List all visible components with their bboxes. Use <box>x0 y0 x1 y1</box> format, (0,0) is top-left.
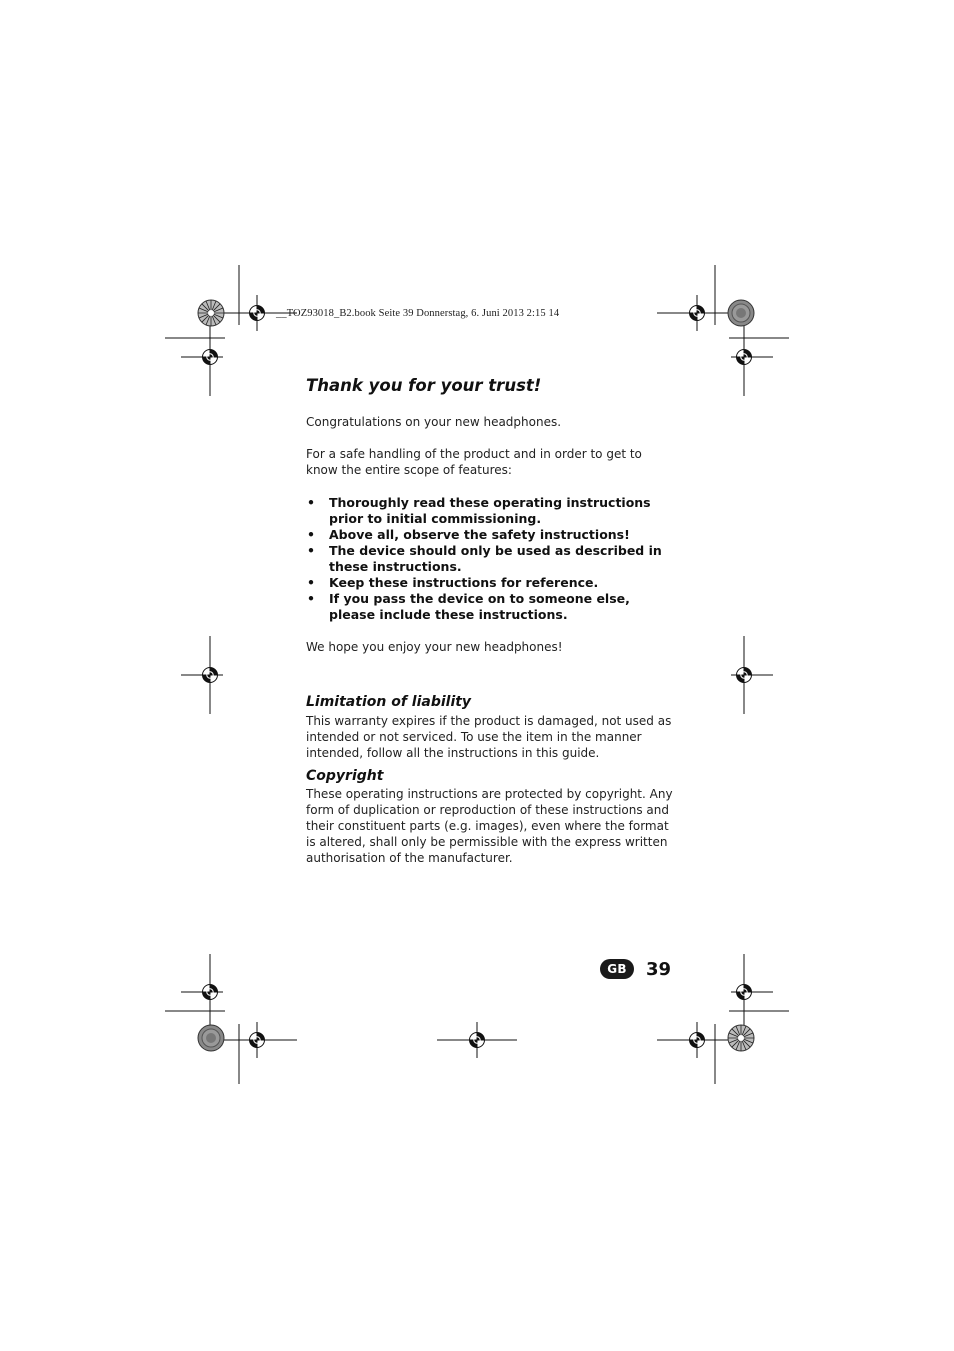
list-item: • The device should only be used as described in these instructions. <box>306 543 678 575</box>
print-slug: __TOZ93018_B2.book Seite 39 Donnerstag, 6. Juni 2013 2:15 14 <box>276 308 560 319</box>
copyright-paragraph: These operating instructions are protected by copyright. Any form of duplication or reproduction of these instructions and their constituent parts (e.g. images), even where the format is altered, shall only be permissible with the express written authorisation of the manufacturer. <box>306 787 673 865</box>
instruction-list <box>306 495 678 623</box>
liability-heading: Limitation of liability <box>306 694 472 710</box>
list-item: • Keep these instructions for reference. <box>306 575 678 591</box>
page-title: Thank you for your trust! <box>306 376 542 395</box>
copyright-heading: Copyright <box>306 768 384 784</box>
liability-paragraph: This warranty expires if the product is damaged, not used as intended or not serviced. To use the item in the manner intended, follow all the instructions in this guide. <box>306 714 672 760</box>
list-item: • Above all, observe the safety instructions! <box>306 527 678 543</box>
closing-paragraph: We hope you enjoy your new headphones! <box>306 640 563 654</box>
page-footer <box>600 958 671 980</box>
handling-paragraph: For a safe handling of the product and in order to get to know the entire scope of features: <box>306 447 642 477</box>
list-item: • If you pass the device on to someone else, please include these instructions. <box>306 591 678 623</box>
country-badge: GB <box>600 959 634 979</box>
page-number: 39 <box>646 958 672 980</box>
intro-paragraph: Congratulations on your new headphones. <box>306 415 562 429</box>
list-item: • Thoroughly read these operating instructions prior to initial commissioning. <box>306 495 678 527</box>
